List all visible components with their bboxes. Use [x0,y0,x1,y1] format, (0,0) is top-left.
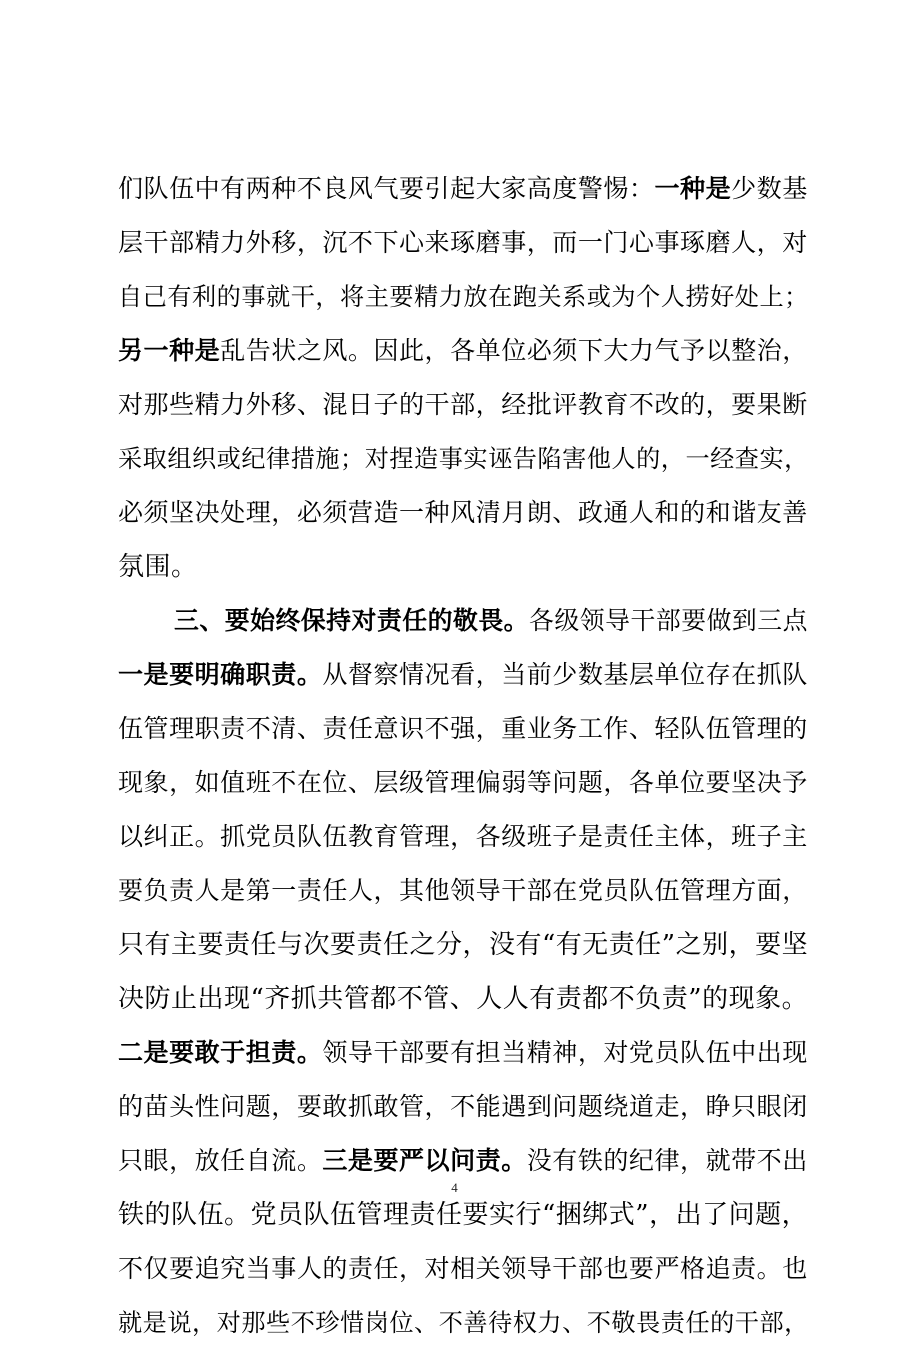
bold-text-run: 三是要严以问责。 [322,1146,527,1175]
text-run: 只眼，放任自流。 [118,1146,323,1175]
text-line [118,594,808,648]
text-run: 伍管理职责不清、责任意识不强，重业务工作、轻队伍管理的 [118,714,808,743]
text-run: 必须坚决处理，必须营造一种风清月朗、政通人和的和谐友善 [118,498,808,527]
text-run: 乱告状之风。因此，各单位必须下大力气予以整治， [220,336,808,365]
text-line [118,270,808,324]
body-text [118,162,808,1350]
text-run: 不仅要追究当事人的责任，对相关领导干部也要严格追责。也 [118,1254,808,1283]
text-line [118,810,808,864]
text-run: 就是说，对那些不珍惜岗位、不善待权力、不敬畏责任的干部， [118,1309,809,1337]
text-line [118,486,808,540]
text-run: 对那些精力外移、混日子的干部，经批评教育不改的，要果断 [118,390,808,419]
text-run: 氛围。 [118,552,198,582]
text-run: 铁的队伍。党员队伍管理责任要实行“捆绑式”，出了问题， [118,1200,809,1230]
text-run: 只有主要责任与次要责任之分，没有“有无责任”之别，要坚 [118,930,809,960]
text-line [118,378,808,432]
bold-text-run: 二是要敢于担责。 [118,1038,323,1067]
text-run: 没有铁的纪律，就带不出 [526,1146,808,1175]
text-run: 采取组织或纪律措施；对捏造事实诬告陷害他人的，一经查实， [118,445,809,473]
text-line [118,648,808,702]
text-run: 少数基 [731,174,808,203]
text-line [118,1296,808,1350]
text-run: 以纠正。抓党员队伍教育管理，各级班子是责任主体，班子主 [118,822,808,851]
text-line [118,702,808,756]
text-line [118,972,808,1026]
text-line [118,324,808,378]
text-run: 各级领导干部要做到三点 [529,606,809,635]
text-run: 从督察情况看，当前少数基层单位存在抓队 [322,660,808,689]
text-line [118,918,808,972]
text-line [118,216,808,270]
text-line [118,1080,808,1134]
text-line [118,432,808,486]
text-line [118,540,808,594]
text-run: 决防止出现“齐抓共管都不管、人人有责都不负责”的现象。 [118,984,809,1014]
text-line [118,1242,808,1296]
text-line [118,1188,808,1242]
bold-text-run: 另一种是 [118,336,221,365]
bold-text-run: 一种是 [654,174,732,203]
text-run: 的苗头性问题，要敢抓敢管，不能遇到问题绕道走，睁只眼闭 [118,1092,808,1121]
text-line [118,756,808,810]
text-line [118,1026,808,1080]
text-line [118,864,808,918]
text-line [118,162,808,216]
text-run: 要负责人是第一责任人，其他领导干部在党员队伍管理方面， [118,876,808,905]
page-number: 4 [451,1180,458,1195]
text-run: 层干部精力外移，沉不下心来琢磨事，而一门心事琢磨人，对 [118,228,808,257]
text-run: 们队伍中有两种不良风气要引起大家高度警惕： [118,174,655,203]
text-run: 自己有利的事就干，将主要精力放在跑关系或为个人捞好处上； [118,283,809,311]
bold-text-run: 三、要始终保持对责任的敬畏。 [174,606,530,635]
bold-text-run: 一是要明确职责。 [118,660,323,689]
text-run: 现象，如值班不在位、层级管理偏弱等问题，各单位要坚决予 [118,768,808,797]
text-run: 领导干部要有担当精神，对党员队伍中出现 [322,1038,808,1067]
